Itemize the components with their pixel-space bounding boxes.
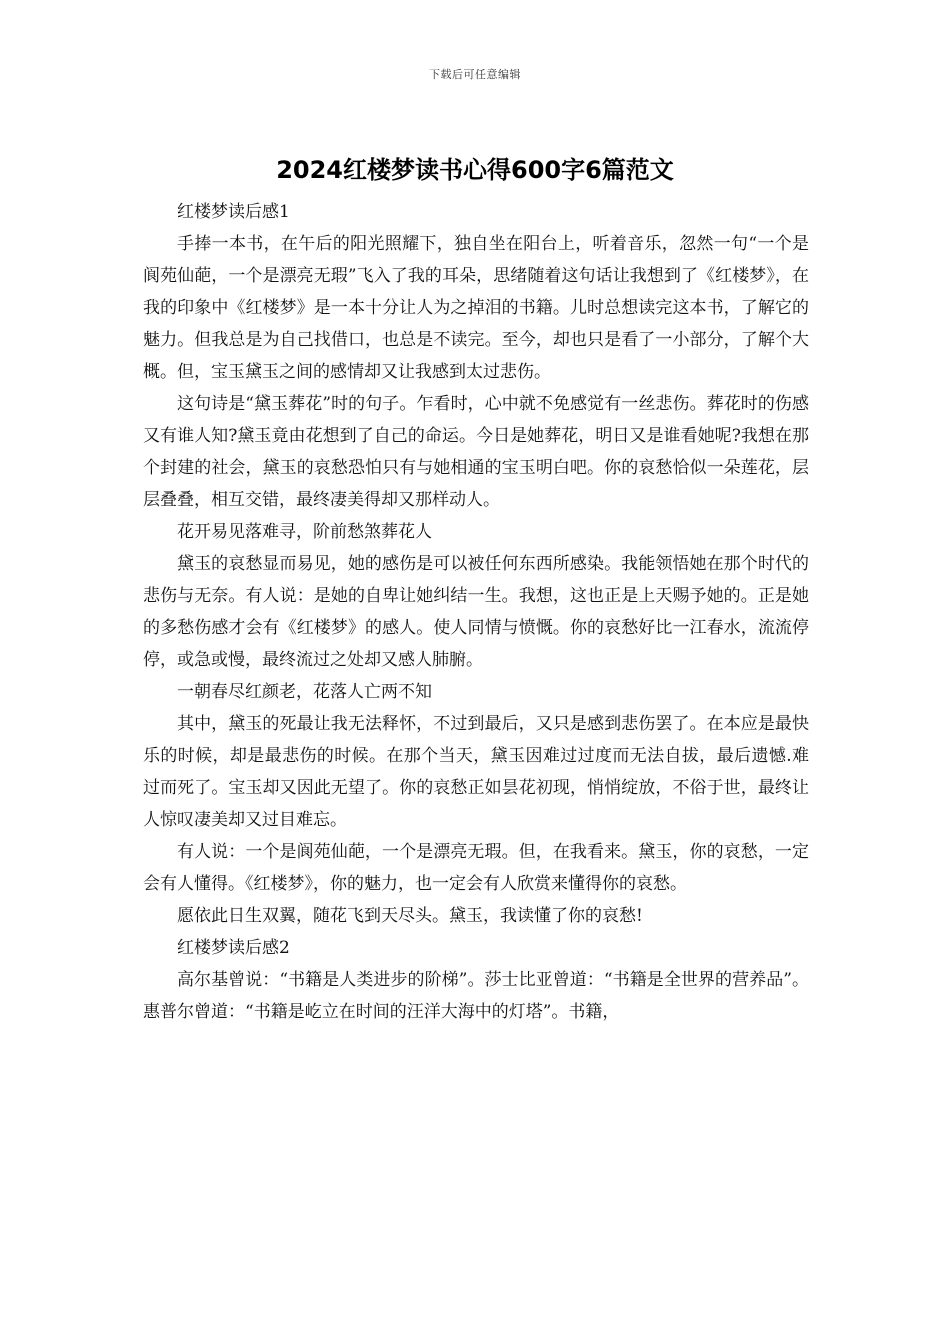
body-paragraph: 这句诗是“黛玉葬花”时的句子。乍看时，心中就不免感觉有一丝悲伤。葬花时的伤感又有谁人知?黛玉竟由花想到了自己的命运。今日是她葬花，明日又是谁看她呢?我想在那个封建的社会，黛玉的哀愁恐怕只有与她相通的宝玉明白吧。你的哀愁恰似一朵莲花，层层叠叠，相互交错，最终凄美得却又那样动人。 <box>143 394 809 510</box>
body-paragraph: 黛玉的哀愁显而易见，她的感伤是可以被任何东西所感染。我能领悟她在那个时代的悲伤与无奈。有人说：是她的自卑让她纠结一生。我想，这也正是上天赐予她的。正是她的多愁伤感才会有《红楼梦》的感人。使人同情与愤慨。你的哀愁好比一江春水，流流停停，或急或慢，最终流过之处却又感人肺腑。 <box>143 554 809 670</box>
poem-line: 花开易见落难寻，阶前愁煞葬花人 <box>177 522 432 542</box>
body-paragraph: 其中，黛玉的死最让我无法释怀，不过到最后，又只是感到悲伤罢了。在本应是最快乐的时候，却是最悲伤的时候。在那个当天，黛玉因难过过度而无法自拔，最后遗憾.难过而死了。宝玉却又因此无望了。你的哀愁正如昙花初现，悄悄绽放，不俗于世，最终让人惊叹凄美却又过目难忘。 <box>143 714 809 830</box>
document-title: 2024红楼梦读书心得600字6篇范文 <box>276 156 674 184</box>
section-heading-1: 红楼梦读后感1 <box>177 202 290 222</box>
poem-line: 一朝春尽红颜老，花落人亡两不知 <box>177 682 432 702</box>
body-paragraph: 高尔基曾说：“书籍是人类进步的阶梯”。莎士比亚曾道：“书籍是全世界的营养品”。惠普尔曾道：“书籍是屹立在时间的汪洋大海中的灯塔”。书籍， <box>143 970 809 1022</box>
body-paragraph: 有人说：一个是阆苑仙葩，一个是漂亮无瑕。但，在我看来。黛玉，你的哀愁，一定会有人懂得。《红楼梦》，你的魅力，也一定会有人欣赏来懂得你的哀愁。 <box>143 842 809 894</box>
document-body <box>143 196 809 1028</box>
body-paragraph: 愿依此日生双翼，随花飞到天尽头。黛玉，我读懂了你的哀愁! <box>177 906 643 926</box>
page-header-note: 下载后可任意编辑 <box>429 68 521 81</box>
section-heading-2: 红楼梦读后感2 <box>177 938 290 958</box>
body-paragraph: 手捧一本书，在午后的阳光照耀下，独自坐在阳台上，听着音乐，忽然一句“一个是阆苑仙葩，一个是漂亮无瑕”飞入了我的耳朵，思绪随着这句话让我想到了《红楼梦》，在我的印象中《红楼梦》是一本十分让人为之掉泪的书籍。儿时总想读完这本书，了解它的魅力。但我总是为自己找借口，也总是不读完。至今，却也只是看了一小部分，了解个大概。但，宝玉黛玉之间的感情却又让我感到太过悲伤。 <box>143 234 809 382</box>
